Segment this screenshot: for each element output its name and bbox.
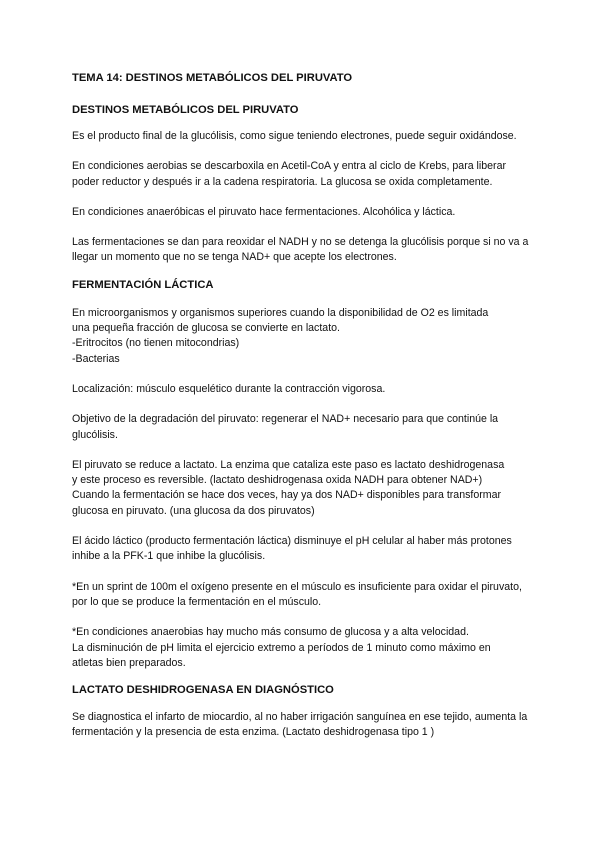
paragraph-objetivo: Objetivo de la degradación del piruvato: regenerar el NAD+ necesario para que continúe la glucólisis. bbox=[72, 413, 499, 441]
text-line: *En condiciones anaerobias hay mucho más consumo de glucosa y a alta velocidad. bbox=[72, 626, 469, 639]
text-line: una pequeña fracción de glucosa se convierte en lactato. bbox=[72, 322, 340, 335]
paragraph-diagnostico: Se diagnostica el infarto de miocardio, al no haber irrigación sanguínea en ese tejido, aumenta la fermentación y la presencia de esta enzima. (Lactato deshidrogenasa tipo 1 ) bbox=[72, 711, 528, 739]
list-item: -Eritrocitos (no tienen mitocondrias) bbox=[72, 337, 240, 350]
paragraph-condiciones-anaerobicas: En condiciones anaeróbicas el piruvato hace fermentaciones. Alcohólica y láctica. bbox=[72, 205, 456, 218]
text-line: Cuando la fermentación se hace dos veces, hay ya dos NAD+ disponibles para transformar bbox=[72, 489, 501, 502]
paragraph-fermentaciones: Las fermentaciones se dan para reoxidar el NADH y no se detenga la glucólisis porque si no va a llegar un momento que no se tenga NAD+ que acepte los electrones. bbox=[72, 236, 529, 264]
document-title: TEMA 14: DESTINOS METABÓLICOS DEL PIRUVATO bbox=[72, 72, 353, 84]
paragraph-sprint: *En un sprint de 100m el oxígeno presente en el músculo es insuficiente para oxidar el piruvato, por lo que se produce la fermentación en el músculo. bbox=[72, 580, 522, 608]
paragraph-localizacion: Localización: músculo esquelético durante la contracción vigorosa. bbox=[72, 382, 386, 395]
paragraph-condiciones-aerobias: En condiciones aerobias se descarboxila en Acetil-CoA y entra al ciclo de Krebs, para liberar poder reductor y después ir a la cadena respiratoria. La glucosa se oxida completamente. bbox=[72, 160, 506, 188]
paragraph-acido-lactico: El ácido láctico (producto fermentación láctica) disminuye el pH celular al haber más protones inhibe a la PFK-1 que inhibe la glucólisis. bbox=[72, 535, 512, 563]
text-line: atletas bien preparados. bbox=[72, 656, 186, 669]
text-line: La disminución de pH limita el ejercicio extremo a períodos de 1 minuto como máximo en bbox=[72, 641, 491, 654]
paragraph-producto-final: Es el producto final de la glucólisis, como sigue teniendo electrones, puede seguir oxidándose. bbox=[72, 130, 517, 142]
text-line: glucosa en piruvato. (una glucosa da dos piruvatos) bbox=[72, 504, 315, 517]
text-line: y este proceso es reversible. (lactato deshidrogenasa oxida NADH para obtener NAD+) bbox=[72, 474, 483, 487]
paragraph-microorganismos bbox=[72, 306, 532, 367]
paragraph-anaerobias-ejercicio bbox=[72, 625, 532, 671]
document-page bbox=[72, 70, 532, 741]
paragraph-piruvato-lactato bbox=[72, 458, 532, 519]
text-line: En microorganismos y organismos superiores cuando la disponibilidad de O2 es limitada bbox=[72, 306, 489, 319]
section-heading-fermentacion-lactica: FERMENTACIÓN LÁCTICA bbox=[72, 278, 214, 291]
section-heading-lactato-deshidrogenasa: LACTATO DESHIDROGENASA EN DIAGNÓSTICO bbox=[72, 684, 334, 697]
text-line: El piruvato se reduce a lactato. La enzima que cataliza este paso es lactato deshidrogenasa bbox=[72, 458, 505, 471]
list-item: -Bacterias bbox=[72, 352, 120, 365]
section-heading-destinos: DESTINOS METABÓLICOS DEL PIRUVATO bbox=[72, 104, 299, 116]
